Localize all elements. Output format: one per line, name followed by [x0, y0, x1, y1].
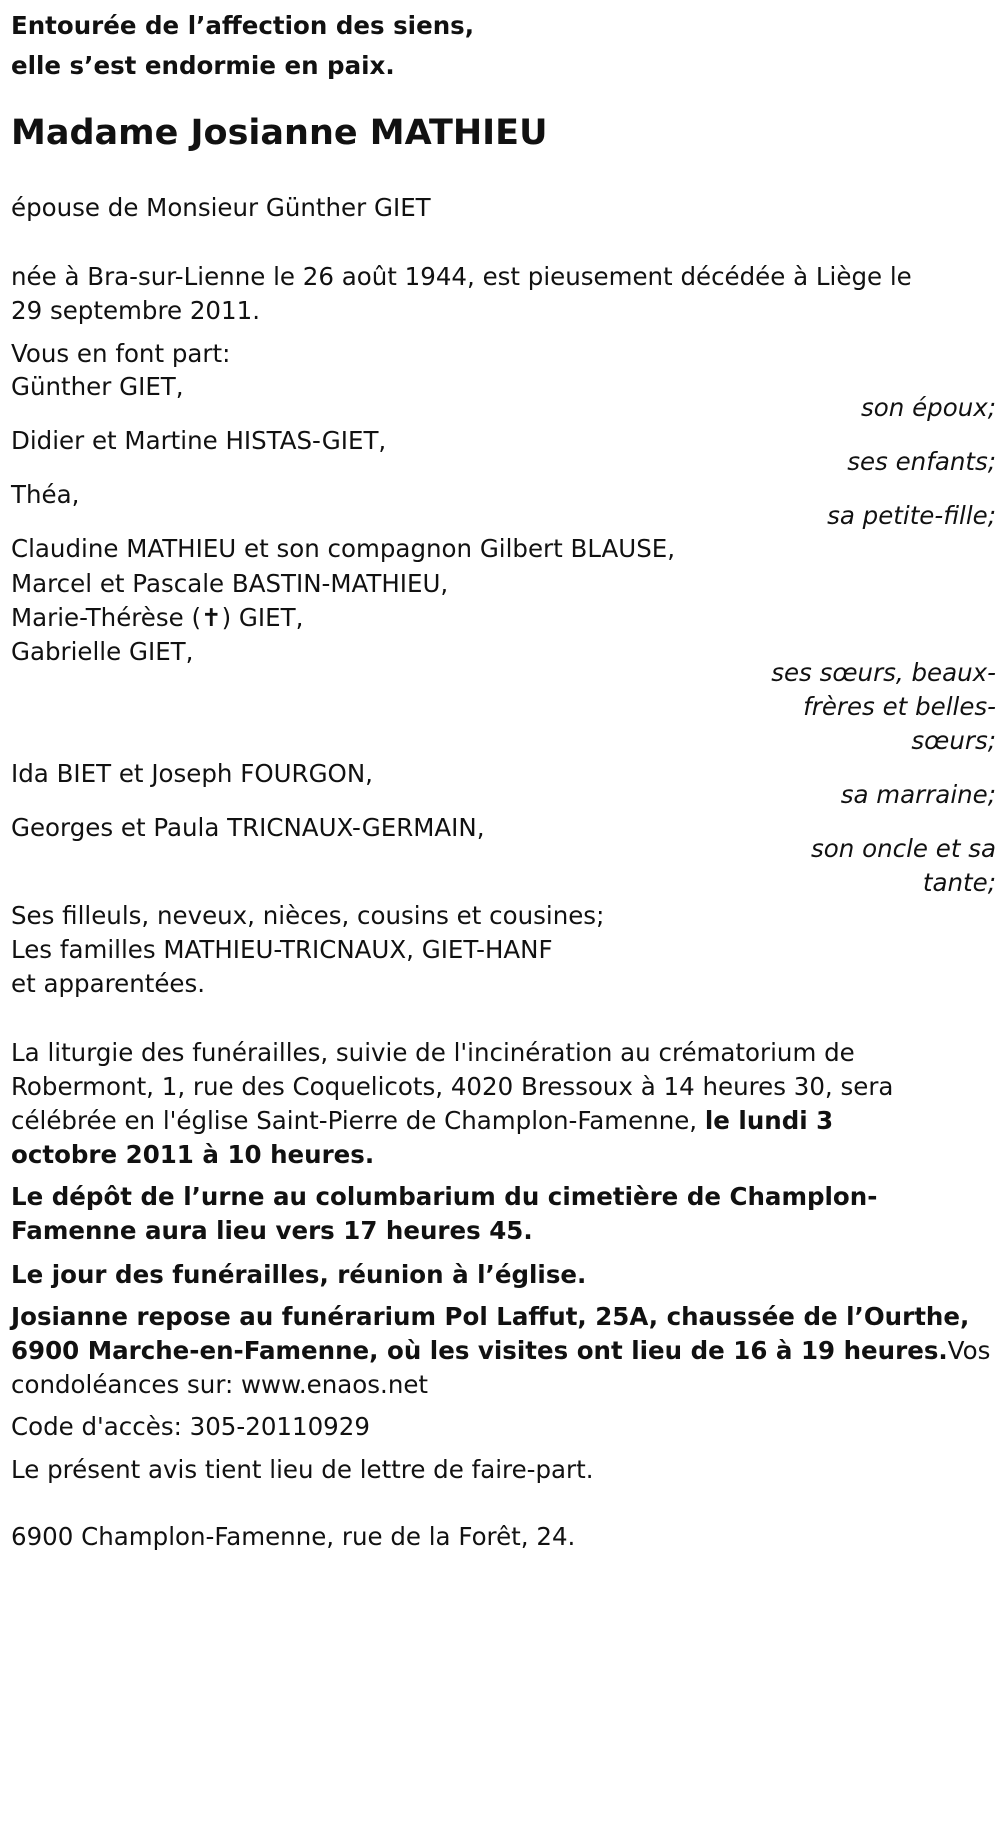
repose-line-2-tail: Vos: [947, 1336, 991, 1365]
sibling-line-4: Gabrielle GIET,: [11, 637, 194, 666]
liturgy-line-1: La liturgie des funérailles, suivie de l'incinération au crématorium de: [11, 1038, 855, 1067]
granddaughter-role: sa petite-fille;: [827, 501, 996, 530]
siblings-role-2: frères et belles-: [803, 692, 996, 721]
notice-line: Le présent avis tient lieu de lettre de faire-part.: [11, 1455, 594, 1484]
funeral-date-start: le lundi 3: [704, 1106, 834, 1135]
urn-line-2: Famenne aura lieu vers 17 heures 45.: [11, 1216, 533, 1245]
deceased-name: Madame Josianne MATHIEU: [11, 113, 548, 153]
announcement: Vous en font part:: [11, 339, 231, 368]
funeral-date-end: octobre 2011 à 10 heures.: [11, 1140, 375, 1169]
godmother-role: sa marraine;: [840, 780, 996, 809]
siblings-role-1: ses sœurs, beaux-: [771, 658, 996, 687]
spouse-name: Günther GIET,: [11, 372, 184, 401]
intro-line-1: Entourée de l’affection des siens,: [11, 11, 475, 40]
spouse-line: épouse de Monsieur Günther GIET: [11, 193, 431, 222]
uncle-aunt-name: Georges et Paula TRICNAUX-GERMAIN,: [11, 813, 485, 842]
siblings-role-3: sœurs;: [911, 726, 996, 755]
sibling-line-2: Marcel et Pascale BASTIN-MATHIEU,: [11, 569, 449, 598]
others-line-1: Ses filleuls, neveux, nièces, cousins et cousines;: [11, 901, 605, 930]
granddaughter-name: Théa,: [11, 480, 80, 509]
urn-line-1: Le dépôt de l’urne au columbarium du cimetière de Champlon-: [11, 1182, 878, 1211]
others-line-2: Les familles MATHIEU-TRICNAUX, GIET-HANF: [11, 935, 553, 964]
sibling-line-1: Claudine MATHIEU et son compagnon Gilbert BLAUSE,: [11, 534, 676, 563]
others-line-3: et apparentées.: [11, 969, 206, 998]
uncle-aunt-role-2: tante;: [922, 868, 996, 897]
children-role: ses enfants;: [847, 447, 996, 476]
access-code: Code d'accès: 305-20110929: [11, 1412, 370, 1441]
sibling-line-3: Marie-Thérèse (✝) GIET,: [11, 603, 304, 632]
liturgy-line-3-text: célébrée en l'église Saint-Pierre de Champlon-Famenne,: [11, 1106, 705, 1135]
meeting-line: Le jour des funérailles, réunion à l’église.: [11, 1260, 587, 1289]
intro-line-2: elle s’est endormie en paix.: [11, 51, 395, 80]
repose-line-1: Josianne repose au funérarium Pol Laffut, 25A, chaussée de l’Ourthe,: [11, 1302, 970, 1331]
liturgy-line-2: Robermont, 1, rue des Coquelicots, 4020 Bressoux à 14 heures 30, sera: [11, 1072, 894, 1101]
uncle-aunt-role-1: son oncle et sa: [811, 834, 996, 863]
visit-hours: 6900 Marche-en-Famenne, où les visites ont lieu de 16 à 19 heures.: [11, 1336, 948, 1365]
godmother-name: Ida BIET et Joseph FOURGON,: [11, 759, 373, 788]
home-address: 6900 Champlon-Famenne, rue de la Forêt, 24.: [11, 1522, 576, 1551]
condolences-line: condoléances sur: www.enaos.net: [11, 1370, 429, 1399]
children-names: Didier et Martine HISTAS-GIET,: [11, 426, 387, 455]
birth-death-line-1: née à Bra-sur-Lienne le 26 août 1944, est pieusement décédée à Liège le: [11, 262, 912, 291]
birth-death-line-2: 29 septembre 2011.: [11, 296, 260, 325]
spouse-role: son époux;: [861, 393, 996, 422]
